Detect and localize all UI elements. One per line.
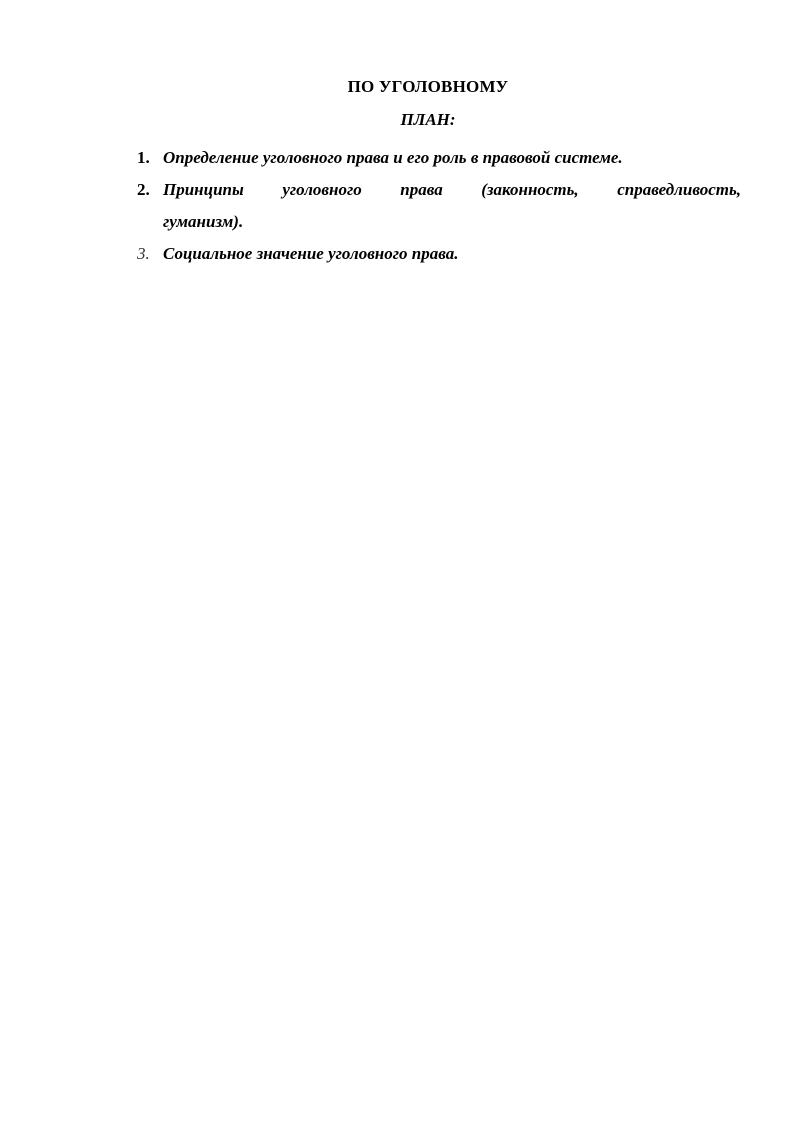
plan-item-text: Определение уголовного права и его роль в правовой системе. [163,148,623,167]
plan-item-number: 3. [137,244,150,263]
plan-item-word: права [400,180,443,199]
plan-item-number: 2. [137,180,150,199]
plan-list [137,142,741,270]
plan-item-3 [137,238,741,270]
plan-item-number: 1. [137,148,150,167]
plan-item-word: справедливость, [617,180,741,199]
plan-item-1 [137,142,741,174]
plan-heading: ПЛАН: [400,110,456,129]
plan-item-text-line [163,174,741,206]
plan-item-word: (законность, [481,180,579,199]
plan-item-text: Социальное значение уголовного права. [163,244,459,263]
plan-item-text-line: гуманизм). [163,212,244,231]
plan-item-2 [137,174,741,238]
document-title: ПО УГОЛОВНОМУ [347,77,509,96]
plan-item-word: уголовного [282,180,362,199]
plan-item-word: Принципы [163,180,244,199]
